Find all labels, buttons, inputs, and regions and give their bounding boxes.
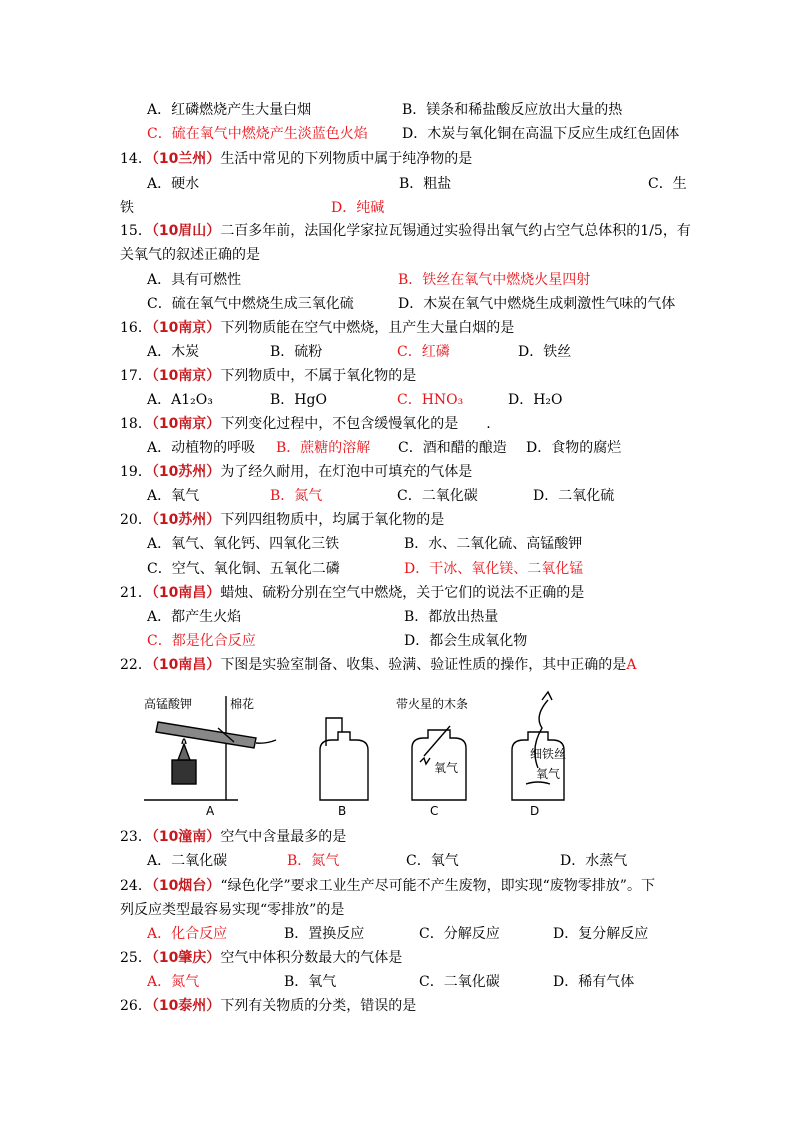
option-b-answer: B．氮气: [287, 853, 340, 869]
question-number: 19．: [120, 464, 152, 480]
question-number: 25．: [120, 950, 152, 966]
option-d: D．稀有气体: [553, 974, 635, 990]
option-c-continuation: 铁: [120, 200, 134, 216]
question-source: （10苏州）: [151, 512, 221, 528]
question-number: 20．: [120, 512, 152, 528]
question-stem: 下列物质中，不属于氧化物的是: [220, 368, 417, 384]
question-stem: 蜡烛、硫粉分别在空气中燃烧，关于它们的说法不正确的是: [220, 585, 585, 601]
option-c-answer: C．HNO₃: [397, 392, 464, 408]
question-number: 21．: [120, 585, 152, 601]
question-source: （10南昌）: [151, 585, 221, 601]
option-b-answer: B．氮气: [270, 488, 323, 504]
question-source: （10南京）: [151, 320, 221, 336]
label-potassium-permanganate: 高锰酸钾: [144, 697, 193, 711]
label-oxygen-d: 氧气: [536, 767, 561, 781]
label-iron-wire: 细铁丝: [530, 747, 567, 761]
option-c-answer: C．红磷: [397, 344, 450, 360]
option-c: C．二氧化碳: [397, 488, 478, 504]
question-stem: 下列有关物质的分类，错误的是: [220, 998, 417, 1014]
label-oxygen-c: 氧气: [434, 761, 459, 775]
option-b: B．HgO: [270, 392, 327, 408]
lab-apparatus-figure: [138, 688, 578, 818]
option-d: D．二氧化硫: [533, 488, 615, 504]
question-22: [120, 655, 636, 675]
question-stem: 下列四组物质中，均属于氧化物的是: [220, 512, 445, 528]
caption-c: C: [430, 804, 439, 818]
question-26: [120, 996, 416, 1016]
question-18: [120, 414, 491, 434]
question-source: （10南昌）: [151, 657, 221, 673]
question-25: [120, 948, 402, 968]
option-a: A．氧气: [147, 488, 200, 504]
option-c: C．二氧化碳: [419, 974, 500, 990]
option-a: A．具有可燃性: [147, 272, 242, 288]
option-b-answer: B．铁丝在氧气中燃烧火星四射: [398, 272, 591, 288]
option-c: C．分解反应: [419, 926, 500, 942]
question-source: （10潼南）: [151, 829, 221, 845]
option-c: C．空气、氧化铜、五氧化二磷: [147, 561, 340, 577]
option-c-answer: C．硫在氧气中燃烧产生淡蓝色火焰: [147, 126, 368, 142]
question-stem: 下图是实验室制备、收集、验满、验证性质的操作，其中正确的是: [220, 657, 627, 673]
answer-letter: A: [626, 657, 637, 673]
question-stem: 空气中体积分数最大的气体是: [220, 950, 403, 966]
option-b: B．氧气: [284, 974, 337, 990]
question-stem: 下列变化过程中，不包含缓慢氧化的是 .: [220, 416, 491, 432]
question-19: [120, 462, 472, 482]
question-16: [120, 318, 514, 338]
option-a: A．A1₂O₃: [147, 392, 213, 408]
option-b: B．镁条和稀盐酸反应放出大量的热: [402, 102, 623, 118]
question-stem-continuation: 列反应类型最容易实现“零排放”的是: [120, 902, 345, 918]
question-24: [120, 876, 655, 896]
question-number: 15．: [120, 223, 152, 239]
question-source: （10眉山）: [151, 223, 221, 239]
question-number: 14．: [120, 151, 152, 167]
option-d-answer: D．纯碱: [331, 200, 385, 216]
option-d: D．H₂O: [508, 392, 563, 408]
apparatus-a: [144, 696, 276, 800]
caption-a: A: [206, 804, 215, 818]
option-c-answer: C．都是化合反应: [147, 633, 256, 649]
option-a: A．木炭: [147, 344, 200, 360]
question-source: （10肇庆）: [151, 950, 221, 966]
option-d: D．都会生成氧化物: [404, 633, 528, 649]
option-b: B．粗盐: [399, 176, 452, 192]
option-d-answer: D．干冰、氧化镁、二氧化锰: [404, 561, 584, 577]
option-b: B．都放出热量: [404, 609, 499, 625]
option-d: D．食物的腐烂: [526, 440, 622, 456]
question-stem-continuation: 关氧气的叙述正确的是: [120, 247, 260, 263]
question-source: （10南京）: [151, 368, 221, 384]
label-glowing-splint: 带火星的木条: [396, 697, 469, 711]
option-d: D．水蒸气: [560, 853, 628, 869]
label-cotton: 棉花: [230, 697, 255, 711]
caption-b: B: [338, 804, 347, 818]
question-number: 16．: [120, 320, 152, 336]
question-stem: 空气中含量最多的是: [220, 829, 347, 845]
option-b: B．置换反应: [284, 926, 365, 942]
option-a: A．红磷燃烧产生大量白烟: [147, 102, 312, 118]
option-c: C．生: [648, 176, 687, 192]
question-23: [120, 827, 346, 847]
option-a: A．动植物的呼吸: [147, 440, 256, 456]
question-source: （10苏州）: [151, 464, 221, 480]
option-a-answer: A．氮气: [147, 974, 200, 990]
option-d: D．木炭在氧气中燃烧生成刺激性气味的气体: [398, 296, 676, 312]
question-stem: “绿色化学”要求工业生产尽可能不产生废物，即实现“废物零排放”。下: [220, 878, 655, 894]
option-a: A．硬水: [147, 176, 200, 192]
option-c: C．氧气: [406, 853, 459, 869]
question-source: （10烟台）: [151, 878, 221, 894]
question-number: 24．: [120, 878, 152, 894]
option-c: C．硫在氧气中燃烧生成三氧化硫: [147, 296, 354, 312]
option-b: B．水、二氧化硫、高锰酸钾: [404, 536, 583, 552]
question-number: 22．: [120, 657, 152, 673]
question-stem: 二百多年前，法国化学家拉瓦锡通过实验得出氧气约占空气总体积的1/5，有: [220, 223, 691, 239]
question-stem: 下列物质能在空气中燃烧，且产生大量白烟的是: [220, 320, 515, 336]
apparatus-d: [512, 692, 567, 800]
question-number: 26．: [120, 998, 152, 1014]
option-a-answer: A．化合反应: [147, 926, 228, 942]
question-stem: 生活中常见的下列物质中属于纯净物的是: [220, 151, 473, 167]
option-c: C．酒和醋的酿造: [398, 440, 507, 456]
option-a: A．二氧化碳: [147, 853, 228, 869]
option-a: A．氧气、氧化钙、四氧化三铁: [147, 536, 340, 552]
question-number: 17．: [120, 368, 152, 384]
option-b: B．硫粉: [270, 344, 323, 360]
question-number: 23．: [120, 829, 152, 845]
apparatus-b: [320, 718, 368, 800]
question-number: 18．: [120, 416, 152, 432]
option-b-answer: B．蔗糖的溶解: [276, 440, 371, 456]
option-a: A．都产生火焰: [147, 609, 242, 625]
option-d: D．铁丝: [518, 344, 572, 360]
question-source: （10泰州）: [151, 998, 221, 1014]
question-15: [120, 221, 691, 241]
option-d: D．木炭与氧化铜在高温下反应生成红色固体: [402, 126, 680, 142]
question-source: （10兰州）: [151, 151, 221, 167]
question-stem: 为了经久耐用，在灯泡中可填充的气体是: [220, 464, 473, 480]
question-17: [120, 366, 416, 386]
question-source: （10南京）: [151, 416, 221, 432]
question-14: [120, 149, 472, 169]
question-20: [120, 510, 444, 530]
caption-d: D: [530, 804, 540, 818]
option-d: D．复分解反应: [553, 926, 649, 942]
question-21: [120, 583, 584, 603]
